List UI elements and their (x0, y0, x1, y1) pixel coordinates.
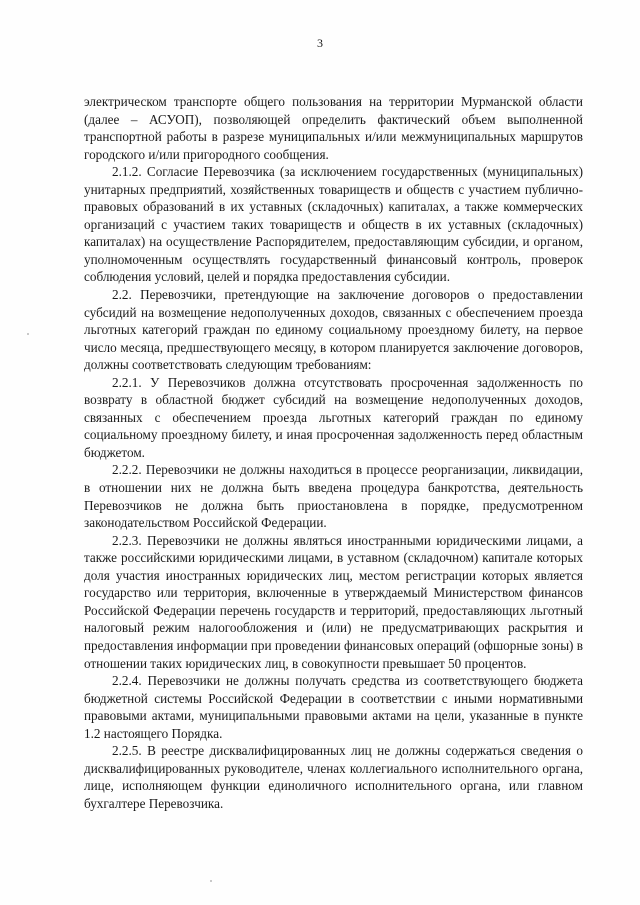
paragraph-2-2-2: 2.2.2. Перевозчики не должны находиться в процессе реорганизации, ликвидации, в отношении них не должна быть введена процедура банкротства, деятельность Перевозчиков не должна быть приостановлена в порядке, предусмотренном законодательством Российской Федерации. (84, 462, 583, 531)
paragraph-2-2-5: 2.2.5. В реестре дисквалифицированных лиц не должны содержаться сведения о дисквалифицированных руководителе, членах коллегиального исполнительного органа, лице, исполняющем функции единоличного исполнительного органа, или главном бухгалтере Перевозчика. (84, 743, 583, 811)
scan-speck (210, 880, 212, 882)
paragraph-2-2-3: 2.2.3. Перевозчики не должны являться иностранными юридическими лицами, а также российскими юридическими лицами, в уставном (складочном) капитале которых доля участия иностранных юридических лиц, местом регистрации которых является государство или территория, включенные в утверждаемый Министерством финансов Российской Федерации перечень государств и территорий, предоставляющих льготный налоговый режим налогообложения и (или) не предусматривающих раскрытия и предоставления информации при проведении финансовых операций (офшорные зоны) в отношении таких юридических лиц, в совокупности превышает 50 процентов. (84, 532, 583, 671)
paragraph-2-1-1-continuation: электрическом транспорте общего пользования на территории Мурманской области (далее – АСУОП), позволяющей определить фактический объем выполненной транспортной работы в разрезе муниципальных и/или межмуниципальных маршрутов городского и/или пригородного сообщения. (84, 94, 583, 162)
paragraph-2-2-1: 2.2.1. У Перевозчиков должна отсутствовать просроченная задолженность по возврату в областной бюджет субсидий на возмещение недополученных доходов, связанных с обеспечением проезда льготных категорий граждан по единому социальному проездному билету, и иная просроченная задолженность перед областным бюджетом. (84, 374, 583, 460)
paragraph-2-2-4: 2.2.4. Перевозчики не должны получать средства из соответствующего бюджета бюджетной системы Российской Федерации в соответствии с иными нормативными правовыми актами, муниципальными правовыми актами на цели, указанные в пункте 1.2 настоящего Порядка. (84, 673, 583, 741)
paragraph-2-1-2: 2.1.2. Согласие Перевозчика (за исключением государственных (муниципальных) унитарных предприятий, хозяйственных товариществ и обществ с участием публично-правовых образований в их уставных (складочных) капиталах, а также коммерческих организаций с участием таких товариществ и обществ в их уставных (складочных) капиталах) на осуществление Распорядителем, предоставляющим субсидии, и органом, уполномоченным осуществлять государственный финансовый контроль, проверок соблюдения условий, целей и порядка предоставления субсидии. (84, 164, 583, 285)
scan-speck (27, 333, 29, 335)
page-number: 3 (317, 36, 323, 50)
paragraph-2-2: 2.2. Перевозчики, претендующие на заключение договоров о предоставлении субсидий на возмещение недополученных доходов, связанных с обеспечением проезда льготных категорий граждан по единому социальному проездному билету, на первое число месяца, предшествующего месяцу, в котором планируется заключение договоров, должны соответствовать следующим требованиям: (84, 287, 583, 373)
document-body (84, 93, 583, 812)
